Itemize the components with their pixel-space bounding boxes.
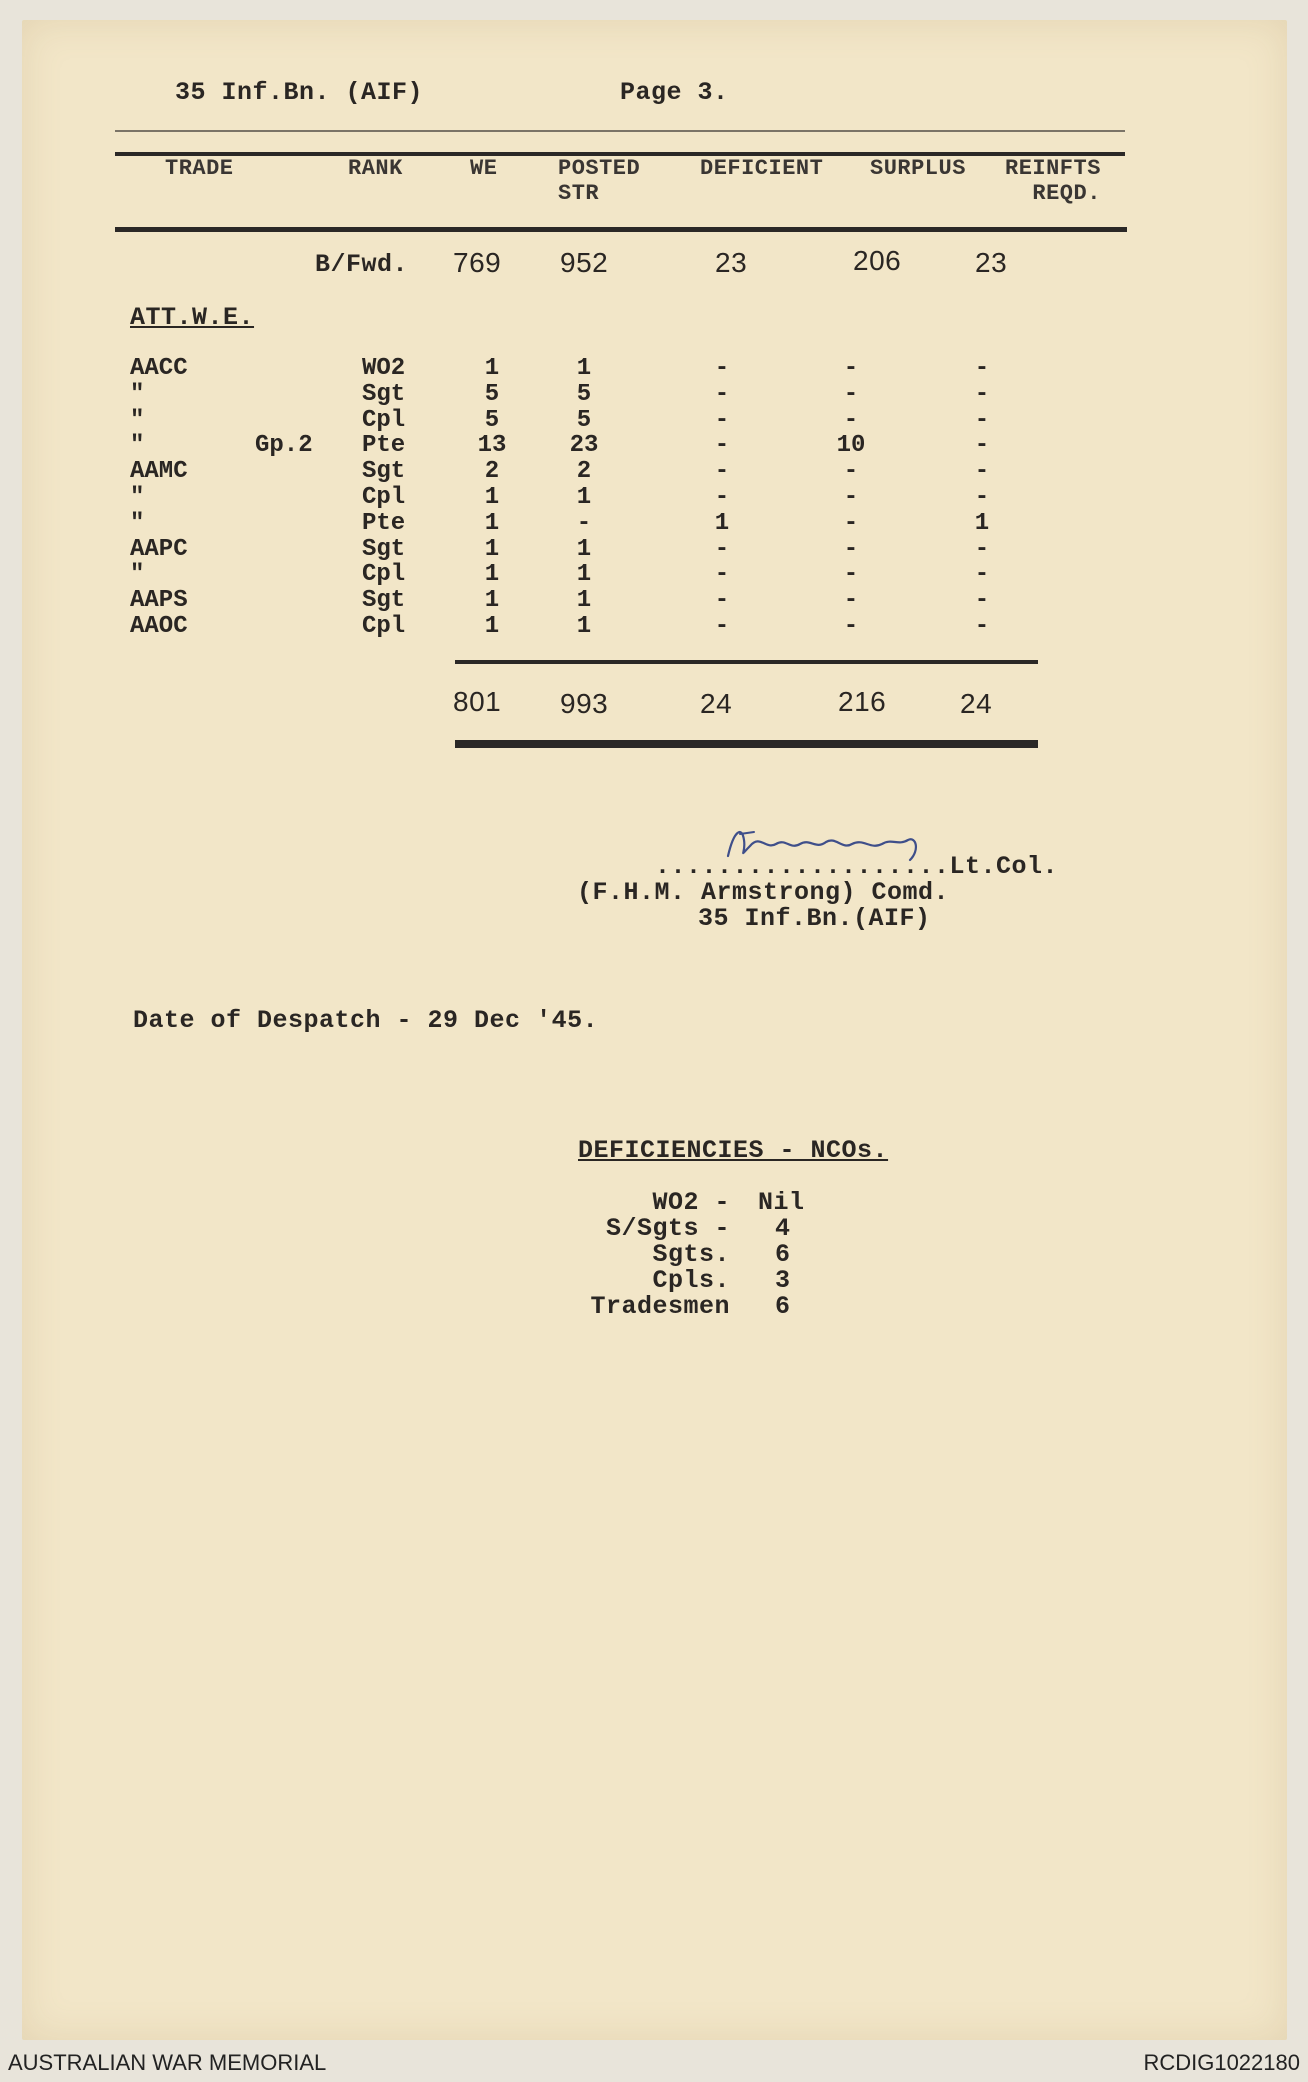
deficiency-label: Cpls.	[652, 1266, 730, 1295]
cell-rank: Sgt	[362, 380, 406, 408]
cell-posted: 1	[576, 484, 592, 511]
cell-posted: 1	[576, 355, 592, 382]
section-label: ATT.W.E.	[130, 303, 255, 332]
deficiency-label: Sgts.	[652, 1240, 730, 1269]
total-deficient: 24	[700, 688, 733, 719]
cell-rank: WO2	[362, 355, 406, 382]
cell-rank: Sgt	[362, 587, 406, 615]
cell-we: 5	[484, 380, 500, 408]
cell-group: Gp.2	[255, 432, 313, 460]
total-we: 801	[453, 686, 502, 717]
cell-posted: 1	[576, 561, 592, 589]
bfwd-posted: 952	[560, 247, 609, 278]
cell-deficient: -	[714, 432, 730, 460]
bfwd-reinfts: 23	[975, 247, 1008, 278]
cell-trade: "	[130, 406, 145, 434]
cell-surplus: -	[843, 613, 859, 640]
cell-deficient: -	[714, 535, 730, 563]
cell-reinfts: -	[974, 484, 990, 511]
cell-deficient: -	[714, 458, 730, 486]
cell-surplus: -	[843, 406, 859, 434]
table-top-rule-thin	[115, 130, 1125, 132]
footer-archive: AUSTRALIAN WAR MEMORIAL	[8, 2050, 327, 2075]
cell-posted: 23	[569, 432, 599, 460]
cell-reinfts: 1	[974, 509, 990, 537]
deficiencies-title: DEFICIENCIES - NCOs.	[578, 1136, 889, 1165]
signature-line: ...................Lt.Col.	[655, 852, 1059, 881]
cell-we: 1	[484, 561, 500, 589]
col-header-trade: TRADE	[165, 156, 234, 181]
bfwd-label: B/Fwd.	[315, 250, 409, 279]
cell-posted: -	[576, 509, 592, 537]
footer-record-id: RCDIG1022180	[1143, 2050, 1300, 2075]
cell-trade: AAMC	[130, 458, 188, 486]
deficiency-label: S/Sgts -	[605, 1214, 730, 1243]
col-header-deficient: DEFICIENT	[700, 156, 824, 181]
totals-bottom-rule	[455, 740, 1038, 748]
cell-posted: 1	[576, 587, 592, 615]
totals-top-rule	[455, 660, 1038, 664]
cell-we: 1	[484, 355, 500, 382]
cell-reinfts: -	[974, 355, 990, 382]
cell-reinfts: -	[974, 458, 990, 486]
cell-rank: Cpl	[362, 406, 406, 434]
cell-we: 1	[484, 535, 500, 563]
cell-we: 1	[484, 613, 500, 640]
col-header-surplus: SURPLUS	[870, 156, 966, 181]
cell-deficient: -	[714, 355, 730, 382]
deficiency-value: 6	[775, 1292, 791, 1321]
col-header-rank: RANK	[348, 156, 403, 181]
unit-heading: 35 Inf.Bn. (AIF)	[175, 78, 424, 107]
deficiency-value: Nil	[758, 1188, 805, 1217]
page-number: Page 3.	[620, 78, 729, 107]
cell-we: 2	[484, 458, 500, 486]
cell-we: 1	[484, 509, 500, 537]
cell-reinfts: -	[974, 380, 990, 408]
total-posted: 993	[560, 688, 609, 719]
cell-trade: "	[130, 484, 145, 511]
cell-trade: AAPC	[130, 535, 188, 563]
cell-rank: Sgt	[362, 458, 406, 486]
cell-reinfts: -	[974, 561, 990, 589]
deficiency-label: Tradesmen	[590, 1292, 730, 1321]
col-header-we: WE	[470, 156, 498, 181]
col-header-reinfts: REINFTS REQD.	[1005, 156, 1101, 206]
cell-we: 13	[477, 432, 507, 460]
header-bottom-rule	[115, 227, 1127, 232]
cell-posted: 5	[576, 380, 592, 408]
col-header-posted: POSTED STR	[558, 156, 641, 206]
cell-trade: AACC	[130, 355, 188, 382]
cell-reinfts: -	[974, 535, 990, 563]
cell-posted: 1	[576, 613, 592, 640]
cell-deficient: -	[714, 613, 730, 640]
cell-posted: 2	[576, 458, 592, 486]
cell-trade: AAOC	[130, 613, 188, 640]
cell-reinfts: -	[974, 406, 990, 434]
bfwd-deficient: 23	[715, 247, 748, 278]
cell-we: 5	[484, 406, 500, 434]
cell-surplus: -	[843, 380, 859, 408]
cell-deficient: -	[714, 484, 730, 511]
cell-surplus: -	[843, 458, 859, 486]
cell-we: 1	[484, 484, 500, 511]
cell-rank: Cpl	[362, 613, 406, 640]
deficiency-label: WO2 -	[652, 1188, 730, 1217]
signatory-name: (F.H.M. Armstrong) Comd.	[577, 878, 950, 907]
cell-deficient: -	[714, 406, 730, 434]
cell-reinfts: -	[974, 613, 990, 640]
cell-rank: Cpl	[362, 484, 406, 511]
cell-surplus: -	[843, 561, 859, 589]
cell-reinfts: -	[974, 432, 990, 460]
cell-we: 1	[484, 587, 500, 615]
cell-surplus: -	[843, 535, 859, 563]
cell-rank: Sgt	[362, 535, 406, 563]
cell-surplus: 10	[836, 432, 866, 460]
cell-rank: Pte	[362, 432, 406, 460]
bfwd-we: 769	[453, 247, 502, 278]
cell-rank: Pte	[362, 509, 406, 537]
cell-surplus: -	[843, 509, 859, 537]
cell-trade: "	[130, 509, 145, 537]
cell-deficient: -	[714, 380, 730, 408]
deficiency-value: 4	[775, 1214, 791, 1243]
cell-trade: "	[130, 561, 145, 589]
cell-reinfts: -	[974, 587, 990, 615]
bfwd-surplus: 206	[853, 245, 902, 276]
cell-posted: 5	[576, 406, 592, 434]
signatory-unit: 35 Inf.Bn.(AIF)	[698, 904, 931, 933]
total-reinfts: 24	[960, 688, 993, 719]
cell-trade: AAPS	[130, 587, 188, 615]
cell-deficient: -	[714, 561, 730, 589]
cell-trade: "	[130, 432, 145, 460]
total-surplus: 216	[838, 686, 887, 717]
cell-trade: "	[130, 380, 145, 408]
cell-surplus: -	[843, 355, 859, 382]
despatch-date: Date of Despatch - 29 Dec '45.	[133, 1006, 599, 1035]
deficiency-value: 3	[775, 1266, 791, 1295]
cell-deficient: -	[714, 587, 730, 615]
deficiency-value: 6	[775, 1240, 791, 1269]
cell-rank: Cpl	[362, 561, 406, 589]
cell-posted: 1	[576, 535, 592, 563]
cell-surplus: -	[843, 484, 859, 511]
cell-surplus: -	[843, 587, 859, 615]
cell-deficient: 1	[714, 509, 730, 537]
